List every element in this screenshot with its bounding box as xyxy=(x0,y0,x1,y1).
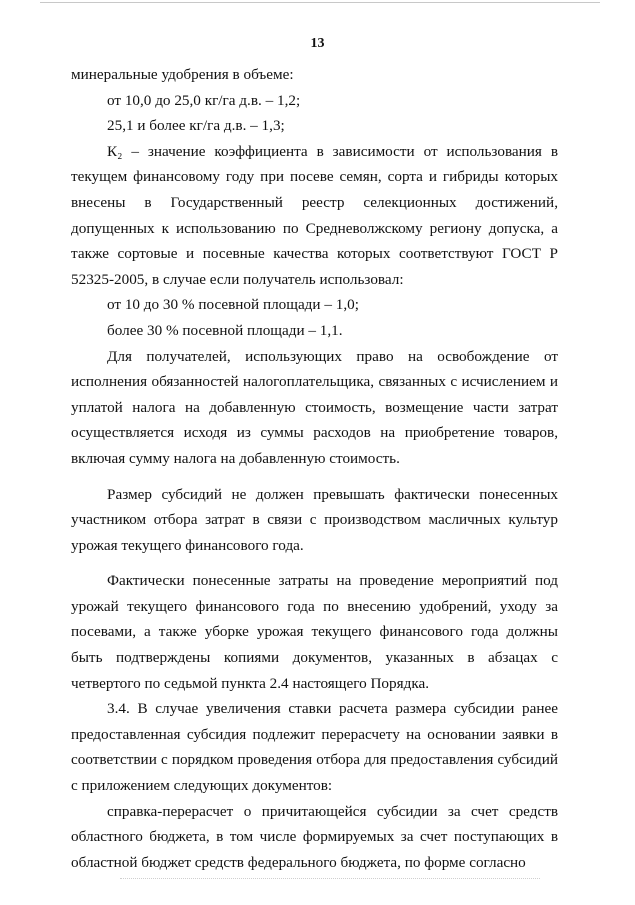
page-number: 13 xyxy=(310,36,325,51)
paragraph: 25,1 и более кг/га д.в. – 1,3; xyxy=(107,117,285,135)
paragraph: К₂ – значение коэффициента в зависимости от использования в текущем финансовому году при посеве семян, сорта и гибриды которых внесены в Государственный реестр селекционных достижений, допущенных к использованию по Средневолжскому региону допуска, а также сортовые и посевные качества которых соответствуют ГОСТ Р 52325-2005, в случае если получатель использовал: xyxy=(71,142,558,288)
document-body xyxy=(71,62,558,875)
scan-bottom-noise xyxy=(120,878,540,879)
paragraph: от 10,0 до 25,0 кг/га д.в. – 1,2; xyxy=(107,91,301,109)
paragraph: справка-перерасчет о причитающейся субсидии за счет средств областного бюджета, в том числе формируемых за счет поступающих в областной бюджет средств федерального бюджета, по форме согласно xyxy=(71,802,558,871)
paragraph: минеральные удобрения в объеме: xyxy=(71,66,294,83)
paragraph: Для получателей, использующих право на освобождение от исполнения обязанностей налогоплательщика, связанных с исчислением и уплатой налога на добавленную стоимость, возмещение части затрат осуществляется исходя из суммы расходов на приобретение товаров, включая сумму налога на добавленную стоимость. xyxy=(71,347,558,467)
paragraph: Размер субсидий не должен превышать фактически понесенных участником отбора затрат в связи с производством масличных культур урожая текущего финансового года. xyxy=(71,485,558,554)
paragraph: от 10 до 30 % посевной площади – 1,0; xyxy=(107,296,359,314)
scan-top-edge xyxy=(40,2,600,3)
paragraph: более 30 % посевной площади – 1,1. xyxy=(107,321,343,339)
paragraph: Фактически понесенные затраты на проведение мероприятий под урожай текущего финансового года по внесению удобрений, уходу за посевами, а также уборке урожая текущего финансового года должны быть подтверждены копиями документов, указанных в абзацах с четвертого по седьмой пункта 2.4 настоящего Порядка. xyxy=(71,572,558,692)
paragraph: 3.4. В случае увеличения ставки расчета размера субсидии ранее предоставленная субсидия подлежит перерасчету на основании заявки в соответствии с порядком проведения отбора для предоставления субсидий с приложением следующих документов: xyxy=(71,700,558,795)
